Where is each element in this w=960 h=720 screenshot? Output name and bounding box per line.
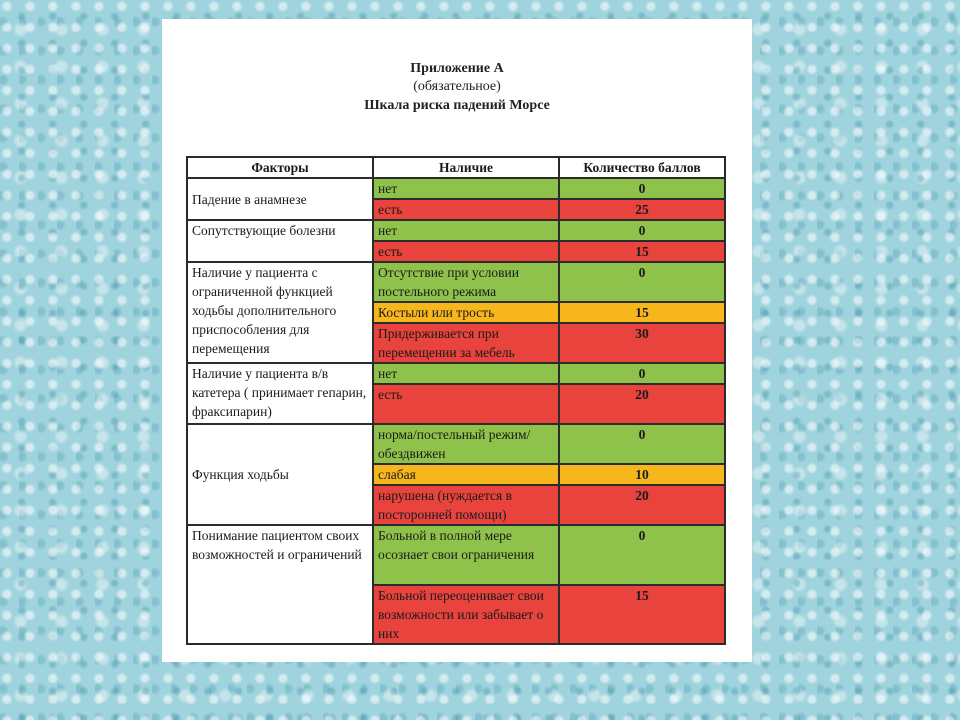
points-cell: 0 xyxy=(559,220,725,241)
factor-cell: Сопутствующие болезни xyxy=(187,220,373,262)
points-cell: 20 xyxy=(559,485,725,525)
factor-cell: Падение в анамнезе xyxy=(187,178,373,220)
table-row xyxy=(187,525,725,585)
table-row xyxy=(187,424,725,464)
table-row xyxy=(187,363,725,384)
presence-cell: Придерживается при перемещении за мебель xyxy=(373,323,559,363)
presence-cell: Костыли или трость xyxy=(373,302,559,323)
points-cell: 0 xyxy=(559,525,725,585)
factor-cell: Понимание пациентом своих возможностей и ограничений xyxy=(187,525,373,644)
points-cell: 0 xyxy=(559,424,725,464)
presence-cell: есть xyxy=(373,384,559,424)
presence-cell: Больной в полной мере осознает свои ограничения xyxy=(373,525,559,585)
table-row xyxy=(187,262,725,302)
points-cell: 30 xyxy=(559,323,725,363)
header-presence: Наличие xyxy=(373,157,559,178)
presence-cell: нет xyxy=(373,220,559,241)
points-cell: 15 xyxy=(559,241,725,262)
presence-cell: норма/постельный режим/обездвижен xyxy=(373,424,559,464)
presence-cell: Отсутствие при условии постельного режима xyxy=(373,262,559,302)
factor-cell: Функция ходьбы xyxy=(187,424,373,525)
morse-scale-table xyxy=(186,156,726,645)
header-factors: Факторы xyxy=(187,157,373,178)
points-cell: 15 xyxy=(559,302,725,323)
presence-cell: есть xyxy=(373,199,559,220)
presence-cell: есть xyxy=(373,241,559,262)
table-row xyxy=(187,220,725,241)
points-cell: 20 xyxy=(559,384,725,424)
table-row xyxy=(187,178,725,199)
points-cell: 0 xyxy=(559,262,725,302)
presence-cell: Больной переоценивает свои возможности или забывает о них xyxy=(373,585,559,644)
presence-cell: слабая xyxy=(373,464,559,485)
scale-title: Шкала риска падений Морсе xyxy=(364,98,550,113)
header-points: Количество баллов xyxy=(559,157,725,178)
points-cell: 15 xyxy=(559,585,725,644)
presence-cell: нет xyxy=(373,363,559,384)
presence-cell: нет xyxy=(373,178,559,199)
points-cell: 0 xyxy=(559,363,725,384)
points-cell: 25 xyxy=(559,199,725,220)
factor-cell: Наличие у пациента с ограниченной функцией ходьбы дополнительного приспособления для перемещения xyxy=(187,262,373,363)
appendix-title: Приложение А xyxy=(410,61,504,76)
presence-cell: нарушена (нуждается в посторонней помощи) xyxy=(373,485,559,525)
factor-cell: Наличие у пациента в/в катетера ( принимает гепарин, фраксипарин) xyxy=(187,363,373,424)
points-cell: 0 xyxy=(559,178,725,199)
points-cell: 10 xyxy=(559,464,725,485)
document-page xyxy=(162,19,752,662)
appendix-status: (обязательное) xyxy=(413,79,501,94)
table-header-row xyxy=(187,157,725,178)
